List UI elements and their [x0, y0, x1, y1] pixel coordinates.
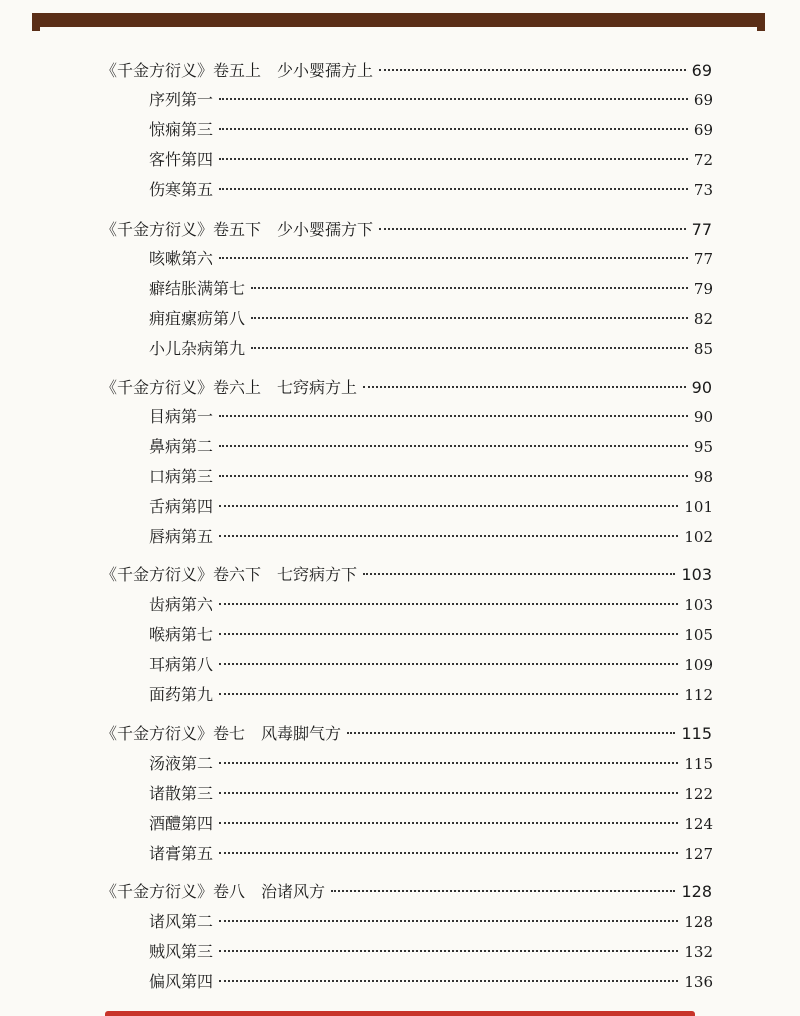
toc-chapter-entry[interactable]	[101, 220, 712, 240]
toc-section-entry[interactable]	[149, 497, 713, 517]
dot-leader	[219, 445, 688, 447]
chapter-title: 《千金方衍义》卷五下 少小婴孺方下	[101, 220, 374, 239]
dot-leader	[251, 317, 688, 319]
page-number: 112	[684, 686, 713, 704]
page-number: 95	[693, 438, 713, 456]
page-number: 115	[684, 755, 713, 773]
toc-chapter-entry[interactable]	[101, 724, 712, 744]
page-number: 128	[681, 882, 712, 901]
toc-section-entry[interactable]	[149, 437, 713, 457]
page-number: 79	[693, 280, 713, 298]
section-title: 目病第一	[149, 407, 214, 426]
dot-leader	[219, 633, 678, 635]
toc-section-entry[interactable]	[149, 279, 713, 299]
page-number: 103	[684, 596, 713, 614]
toc-section-entry[interactable]	[149, 972, 713, 992]
section-title: 贼风第三	[149, 942, 214, 961]
dot-leader	[219, 535, 678, 537]
dot-leader	[347, 732, 675, 734]
section-title: 痈疽瘰疬第八	[149, 309, 246, 328]
dot-leader	[219, 663, 678, 665]
toc-chapter-entry[interactable]	[101, 61, 712, 81]
section-title: 唇病第五	[149, 527, 214, 546]
page-number: 69	[691, 61, 712, 80]
page-number: 122	[684, 785, 713, 803]
page-number: 69	[693, 91, 713, 109]
section-title: 口病第三	[149, 467, 214, 486]
chapter-title: 《千金方衍义》卷八 治诸风方	[101, 882, 326, 901]
page-number: 132	[684, 943, 713, 961]
section-title: 面药第九	[149, 685, 214, 704]
toc-section-entry[interactable]	[149, 249, 713, 269]
dot-leader	[219, 415, 688, 417]
dot-leader	[379, 69, 686, 71]
toc-section-entry[interactable]	[149, 150, 713, 170]
section-title: 客忤第四	[149, 150, 214, 169]
dot-leader	[219, 257, 688, 259]
page-number: 101	[684, 498, 713, 516]
section-title: 序列第一	[149, 90, 214, 109]
dot-leader	[219, 603, 678, 605]
toc-section-entry[interactable]	[149, 595, 713, 615]
dot-leader	[219, 822, 678, 824]
toc-chapter-entry[interactable]	[101, 565, 712, 585]
toc-section-entry[interactable]	[149, 120, 713, 140]
dot-leader	[251, 287, 688, 289]
section-title: 鼻病第二	[149, 437, 214, 456]
page-number: 77	[691, 220, 712, 239]
dot-leader	[219, 188, 688, 190]
page-number: 82	[693, 310, 713, 328]
toc-section-entry[interactable]	[149, 814, 713, 834]
page-number: 105	[684, 626, 713, 644]
section-title: 耳病第八	[149, 655, 214, 674]
dot-leader	[219, 505, 678, 507]
chapter-title: 《千金方衍义》卷七 风毒脚气方	[101, 724, 342, 743]
toc-section-entry[interactable]	[149, 467, 713, 487]
toc-section-entry[interactable]	[149, 339, 713, 359]
section-title: 喉病第七	[149, 625, 214, 644]
dot-leader	[251, 347, 688, 349]
section-title: 舌病第四	[149, 497, 214, 516]
dot-leader	[219, 980, 678, 982]
dot-leader	[219, 475, 688, 477]
dot-leader	[363, 386, 686, 388]
bottom-decorative-bar	[105, 1011, 695, 1016]
page-number: 69	[693, 121, 713, 139]
toc-chapter-entry[interactable]	[101, 378, 712, 398]
toc-section-entry[interactable]	[149, 912, 713, 932]
toc-section-entry[interactable]	[149, 625, 713, 645]
page-number: 90	[693, 408, 713, 426]
toc-section-entry[interactable]	[149, 754, 713, 774]
section-title: 惊痫第三	[149, 120, 214, 139]
chapter-title: 《千金方衍义》卷六上 七窍病方上	[101, 378, 358, 397]
toc-section-entry[interactable]	[149, 784, 713, 804]
toc-section-entry[interactable]	[149, 685, 713, 705]
dot-leader	[219, 762, 678, 764]
section-title: 诸散第三	[149, 784, 214, 803]
section-title: 咳嗽第六	[149, 249, 214, 268]
page-number: 72	[693, 151, 713, 169]
toc-section-entry[interactable]	[149, 180, 713, 200]
page-number: 103	[681, 565, 712, 584]
dot-leader	[219, 158, 688, 160]
toc-section-entry[interactable]	[149, 407, 713, 427]
page-number: 73	[693, 181, 713, 199]
dot-leader	[219, 693, 678, 695]
dot-leader	[219, 950, 678, 952]
section-title: 偏风第四	[149, 972, 214, 991]
dot-leader	[219, 852, 678, 854]
page-number: 109	[684, 656, 713, 674]
section-title: 诸膏第五	[149, 844, 214, 863]
dot-leader	[219, 920, 678, 922]
page-number: 85	[693, 340, 713, 358]
section-title: 诸风第二	[149, 912, 214, 931]
section-title: 酒醴第四	[149, 814, 214, 833]
chapter-title: 《千金方衍义》卷五上 少小婴孺方上	[101, 61, 374, 80]
dot-leader	[363, 573, 675, 575]
chapter-title: 《千金方衍义》卷六下 七窍病方下	[101, 565, 358, 584]
section-title: 小儿杂病第九	[149, 339, 246, 358]
section-title: 伤寒第五	[149, 180, 214, 199]
toc-section-entry[interactable]	[149, 309, 713, 329]
dot-leader	[379, 228, 686, 230]
dot-leader	[219, 128, 688, 130]
dot-leader	[219, 98, 688, 100]
toc-section-entry[interactable]	[149, 90, 713, 110]
toc-section-entry[interactable]	[149, 942, 713, 962]
dot-leader	[331, 890, 675, 892]
page-number: 98	[693, 468, 713, 486]
page-number: 77	[693, 250, 713, 268]
toc-chapter-entry[interactable]	[101, 882, 712, 902]
toc-section-entry[interactable]	[149, 844, 713, 864]
section-title: 齿病第六	[149, 595, 214, 614]
page-number: 128	[684, 913, 713, 931]
page-number: 90	[691, 378, 712, 397]
page-number: 136	[684, 973, 713, 991]
toc-section-entry[interactable]	[149, 655, 713, 675]
page-number: 124	[684, 815, 713, 833]
dot-leader	[219, 792, 678, 794]
page-number: 115	[681, 724, 712, 743]
section-title: 汤液第二	[149, 754, 214, 773]
page-number: 127	[684, 845, 713, 863]
toc-section-entry[interactable]	[149, 527, 713, 547]
section-title: 癖结胀满第七	[149, 279, 246, 298]
page-number: 102	[684, 528, 713, 546]
